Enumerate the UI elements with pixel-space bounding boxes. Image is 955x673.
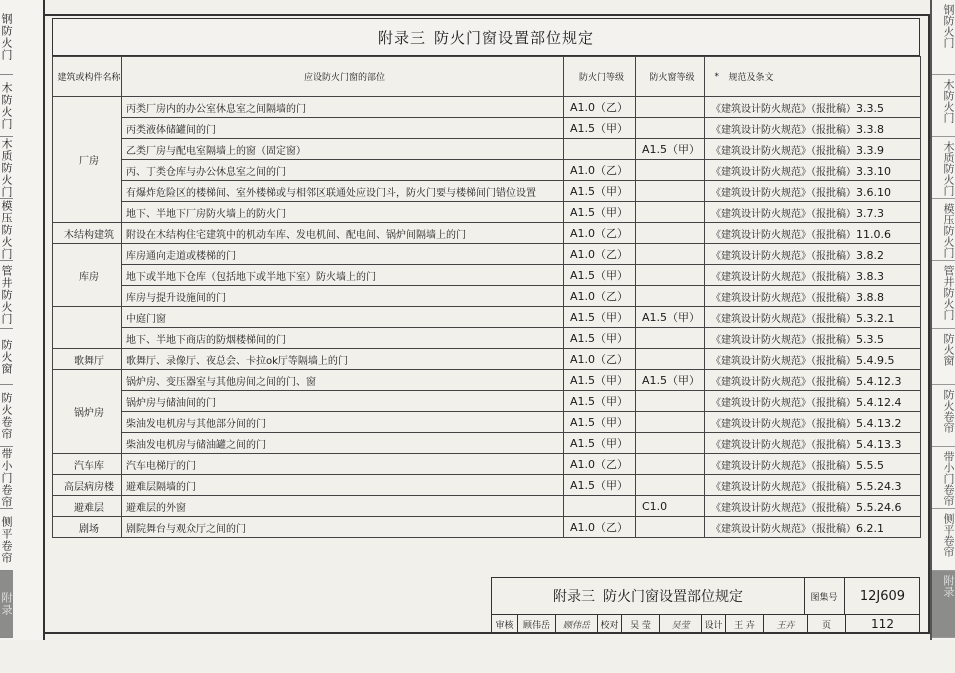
table-row: [53, 454, 921, 475]
reviewer-name: 顾伟岳: [518, 614, 556, 634]
location-cell: 附设在木结构住宅建筑中的机动车库、发电机间、配电间、锅炉间隔墙上的门: [122, 223, 564, 244]
category-cell: 库房: [53, 244, 122, 307]
door-grade-cell: A1.5（甲）: [564, 475, 636, 496]
table-row: [53, 244, 921, 265]
location-cell: 丙、丁类仓库与办公休息室之间的门: [122, 160, 564, 181]
left-tab-0[interactable]: 钢防火门: [0, 0, 13, 75]
reference-clause: 5.5.5: [856, 458, 884, 472]
door-grade-cell: A1.5（甲）: [564, 181, 636, 202]
reference-clause: 3.6.10: [856, 185, 891, 199]
table-row: [53, 496, 921, 517]
window-grade-cell: [636, 97, 705, 118]
reviewer-signature: 顾伟岳: [556, 614, 598, 634]
reference-code: 《建筑设计防火规范》（报批稿）: [711, 355, 856, 367]
reference-cell: [705, 517, 921, 538]
location-cell: 避难层的外窗: [122, 496, 564, 517]
left-tab-1[interactable]: 木防火门: [0, 75, 13, 137]
location-cell: 中庭门窗: [122, 307, 564, 328]
location-cell: 地下、半地下厂房防火墙上的防火门: [122, 202, 564, 223]
door-grade-cell: A1.5（甲）: [564, 307, 636, 328]
reference-clause: 3.8.2: [856, 248, 884, 262]
left-chapter-tabs: [0, 0, 45, 640]
reference-code: 《建筑设计防火规范》（报批稿）: [711, 418, 856, 430]
header-asterisk: *: [705, 57, 725, 97]
designer-signature: 王卉: [764, 614, 808, 634]
door-grade-cell: A1.0（乙）: [564, 160, 636, 181]
reference-clause: 5.3.5: [856, 332, 884, 346]
window-grade-cell: [636, 475, 705, 496]
check-label: 校对: [598, 614, 622, 634]
table-row: [53, 118, 921, 139]
atlas-number-label: 图集号: [804, 578, 845, 614]
category-cell: 高层病房楼: [53, 475, 122, 496]
reference-clause: 3.7.3: [856, 206, 884, 220]
right-tab-8[interactable]: 侧平卷帘: [932, 509, 955, 571]
location-cell: 锅炉房与储油间的门: [122, 391, 564, 412]
title-text: 防火门窗设置部位规定: [434, 28, 595, 47]
location-cell: 锅炉房、变压器室与其他房间之间的门、窗: [122, 370, 564, 391]
reference-cell: [705, 412, 921, 433]
reference-cell: [705, 223, 921, 244]
table-row: [53, 286, 921, 307]
window-grade-cell: [636, 517, 705, 538]
location-cell: 柴油发电机房与其他部分间的门: [122, 412, 564, 433]
location-cell: 库房与提升设施间的门: [122, 286, 564, 307]
reference-code: 《建筑设计防火规范》（报批稿）: [711, 334, 856, 346]
reference-code: 《建筑设计防火规范》（报批稿）: [711, 187, 856, 199]
door-grade-cell: A1.0（乙）: [564, 517, 636, 538]
location-cell: 柴油发电机房与储油罐之间的门: [122, 433, 564, 454]
left-tab-7[interactable]: 带小门卷帘: [0, 447, 13, 508]
window-grade-cell: [636, 286, 705, 307]
left-tab-6[interactable]: 防火卷帘: [0, 385, 13, 447]
door-grade-cell: A1.0（乙）: [564, 97, 636, 118]
door-grade-cell: A1.0（乙）: [564, 349, 636, 370]
door-grade-cell: A1.5（甲）: [564, 202, 636, 223]
door-grade-cell: [564, 496, 636, 517]
category-cell: 厂房: [53, 97, 122, 223]
table-header-row: [53, 57, 921, 97]
window-grade-cell: [636, 391, 705, 412]
door-grade-cell: A1.5（甲）: [564, 328, 636, 349]
table-row: [53, 307, 921, 328]
reference-cell: [705, 307, 921, 328]
reference-clause: 5.4.9.5: [856, 353, 895, 367]
reference-clause: 6.2.1: [856, 521, 884, 535]
right-tab-1[interactable]: 木防火门: [932, 75, 955, 137]
reference-code: 《建筑设计防火规范》（报批稿）: [711, 502, 856, 514]
left-tab-5[interactable]: 防火窗: [0, 329, 13, 385]
table-row: [53, 223, 921, 244]
reference-code: 《建筑设计防火规范》（报批稿）: [711, 145, 856, 157]
table-row: [53, 412, 921, 433]
door-grade-cell: A1.5（甲）: [564, 412, 636, 433]
door-grade-cell: A1.5（甲）: [564, 118, 636, 139]
reference-code: 《建筑设计防火规范》（报批稿）: [711, 229, 856, 241]
location-cell: 歌舞厅、录像厅、夜总会、卡拉ok厅等隔墙上的门: [122, 349, 564, 370]
table-row: [53, 181, 921, 202]
right-tab-5[interactable]: 防火窗: [932, 329, 955, 385]
location-cell: 有爆炸危险区的楼梯间、室外楼梯或与相邻区联通处应设门斗，防火门要与楼梯间门错位设置: [122, 181, 564, 202]
right-tab-0[interactable]: 钢防火门: [932, 0, 955, 75]
window-grade-cell: [636, 433, 705, 454]
reference-cell: [705, 328, 921, 349]
right-tab-7[interactable]: 带小门卷帘: [932, 447, 955, 509]
window-grade-cell: [636, 223, 705, 244]
reference-clause: 3.3.10: [856, 164, 891, 178]
reference-code: 《建筑设计防火规范》（报批稿）: [711, 481, 856, 493]
window-grade-cell: [636, 454, 705, 475]
category-cell: 锅炉房: [53, 370, 122, 454]
reference-clause: 3.3.8: [856, 122, 884, 136]
window-grade-cell: [636, 160, 705, 181]
title-block-prefix: 附录三: [553, 589, 595, 605]
door-grade-cell: A1.0（乙）: [564, 223, 636, 244]
table-row: [53, 265, 921, 286]
left-tab-3[interactable]: 模压防火门: [0, 199, 13, 260]
reference-clause: 5.4.13.2: [856, 416, 902, 430]
table-row: [53, 391, 921, 412]
reference-clause: 5.5.24.6: [856, 500, 902, 514]
left-tab-4[interactable]: 管井防火门: [0, 261, 13, 329]
reference-clause: 5.4.12.4: [856, 395, 902, 409]
designer-name: 王 卉: [726, 614, 764, 634]
reference-clause: 5.4.13.3: [856, 437, 902, 451]
reference-code: 《建筑设计防火规范》（报批稿）: [711, 103, 856, 115]
table-row: [53, 349, 921, 370]
reference-cell: [705, 244, 921, 265]
reference-cell: [705, 139, 921, 160]
page-number: 112: [871, 617, 894, 631]
page-label: 页: [808, 614, 846, 634]
reference-cell: [705, 496, 921, 517]
reference-clause: 3.8.3: [856, 269, 884, 283]
reference-clause: 3.3.5: [856, 101, 884, 115]
location-cell: 乙类厂房与配电室隔墙上的窗（固定窗）: [122, 139, 564, 160]
window-grade-cell: [636, 412, 705, 433]
door-grade-cell: A1.5（甲）: [564, 391, 636, 412]
reference-code: 《建筑设计防火规范》（报批稿）: [711, 460, 856, 472]
header-category: 建筑或构件名称: [53, 57, 122, 97]
reference-cell: [705, 433, 921, 454]
title-block-text: 防火门窗设置部位规定: [603, 589, 743, 605]
category-cell: 避难层: [53, 496, 122, 517]
window-grade-cell: [636, 265, 705, 286]
header-reference: 规范及条文: [725, 57, 921, 97]
reference-cell: [705, 370, 921, 391]
table-row: [53, 433, 921, 454]
reference-code: 《建筑设计防火规范》（报批稿）: [711, 271, 856, 283]
category-cell: 歌舞厅: [53, 349, 122, 370]
location-cell: 剧院舞台与观众厅之间的门: [122, 517, 564, 538]
table-row: [53, 202, 921, 223]
left-tab-2[interactable]: 木质防火门: [0, 137, 13, 198]
header-door-grade: 防火门等级: [564, 57, 636, 97]
reference-code: 《建筑设计防火规范》（报批稿）: [711, 166, 856, 178]
category-cell: 汽车库: [53, 454, 122, 475]
reference-cell: [705, 454, 921, 475]
atlas-number: 12J609: [859, 588, 906, 604]
reference-code: 《建筑设计防火规范》（报批稿）: [711, 397, 856, 409]
window-grade-cell: [636, 328, 705, 349]
right-tab-9[interactable]: 附录: [932, 571, 955, 638]
table-row: [53, 370, 921, 391]
door-grade-cell: A1.0（乙）: [564, 244, 636, 265]
header-window-grade: 防火窗等级: [636, 57, 705, 97]
reference-cell: [705, 265, 921, 286]
reference-code: 《建筑设计防火规范》（报批稿）: [711, 208, 856, 220]
reference-code: 《建筑设计防火规范》（报批稿）: [711, 376, 856, 388]
location-cell: 避难层隔墙的门: [122, 475, 564, 496]
reference-clause: 5.3.2.1: [856, 311, 895, 325]
reference-clause: 11.0.6: [856, 227, 891, 241]
review-label: 审核: [492, 614, 518, 634]
reference-code: 《建筑设计防火规范》（报批稿）: [711, 292, 856, 304]
reference-cell: [705, 160, 921, 181]
header-location: 应设防火门窗的部位: [122, 57, 564, 97]
reference-clause: 3.8.8: [856, 290, 884, 304]
door-grade-cell: [564, 139, 636, 160]
reference-cell: [705, 181, 921, 202]
window-grade-cell: [636, 202, 705, 223]
reference-cell: [705, 202, 921, 223]
reference-cell: [705, 286, 921, 307]
reference-code: 《建筑设计防火规范》（报批稿）: [711, 124, 856, 136]
category-cell: 剧场: [53, 517, 122, 538]
reference-cell: [705, 349, 921, 370]
door-grade-cell: A1.5（甲）: [564, 433, 636, 454]
window-grade-cell: [636, 181, 705, 202]
right-tab-3[interactable]: 模压防火门: [932, 199, 955, 261]
fire-door-table: [52, 56, 921, 538]
reference-code: 《建筑设计防火规范》（报批稿）: [711, 439, 856, 451]
window-grade-cell: [636, 244, 705, 265]
reference-clause: 5.5.24.3: [856, 479, 902, 493]
location-cell: 地下、半地下商店的防烟楼梯间的门: [122, 328, 564, 349]
window-grade-cell: C1.0: [636, 496, 705, 517]
left-tab-9[interactable]: 附录: [0, 571, 13, 638]
checker-signature: 吴莹: [660, 614, 702, 634]
title-block-title: [492, 578, 805, 614]
right-tab-4[interactable]: 管井防火门: [932, 261, 955, 329]
design-label: 设计: [702, 614, 726, 634]
right-tab-6[interactable]: 防火卷帘: [932, 385, 955, 447]
category-cell: 木结构建筑: [53, 223, 122, 244]
title-block: [491, 577, 920, 634]
window-grade-cell: A1.5（甲）: [636, 307, 705, 328]
location-cell: 丙类液体储罐间的门: [122, 118, 564, 139]
table-row: [53, 160, 921, 181]
reference-code: 《建筑设计防火规范》（报批稿）: [711, 250, 856, 262]
table-row: [53, 97, 921, 118]
table-row: [53, 139, 921, 160]
reference-cell: [705, 391, 921, 412]
door-grade-cell: A1.0（乙）: [564, 454, 636, 475]
location-cell: 汽车电梯厅的门: [122, 454, 564, 475]
window-grade-cell: A1.5（甲）: [636, 370, 705, 391]
reference-cell: [705, 118, 921, 139]
left-tab-8[interactable]: 侧平卷帘: [0, 509, 13, 571]
page-title: [52, 18, 920, 56]
location-cell: 地下或半地下仓库（包括地下或半地下室）防火墙上的门: [122, 265, 564, 286]
table-row: [53, 517, 921, 538]
right-tab-2[interactable]: 木质防火门: [932, 137, 955, 199]
door-grade-cell: A1.5（甲）: [564, 265, 636, 286]
right-chapter-tabs: [930, 0, 955, 640]
location-cell: 库房通向走道或楼梯的门: [122, 244, 564, 265]
location-cell: 丙类厂房内的办公室休息室之间隔墙的门: [122, 97, 564, 118]
reference-clause: 3.3.9: [856, 143, 884, 157]
reference-cell: [705, 475, 921, 496]
window-grade-cell: [636, 118, 705, 139]
door-grade-cell: A1.5（甲）: [564, 370, 636, 391]
table-row: [53, 328, 921, 349]
checker-name: 吴 莹: [622, 614, 660, 634]
window-grade-cell: [636, 349, 705, 370]
window-grade-cell: A1.5（甲）: [636, 139, 705, 160]
table-row: [53, 475, 921, 496]
reference-code: 《建筑设计防火规范》（报批稿）: [711, 523, 856, 535]
title-prefix: 附录三: [377, 28, 426, 47]
category-cell: [53, 307, 122, 349]
door-grade-cell: A1.0（乙）: [564, 286, 636, 307]
reference-cell: [705, 97, 921, 118]
reference-clause: 5.4.12.3: [856, 374, 902, 388]
reference-code: 《建筑设计防火规范》（报批稿）: [711, 313, 856, 325]
